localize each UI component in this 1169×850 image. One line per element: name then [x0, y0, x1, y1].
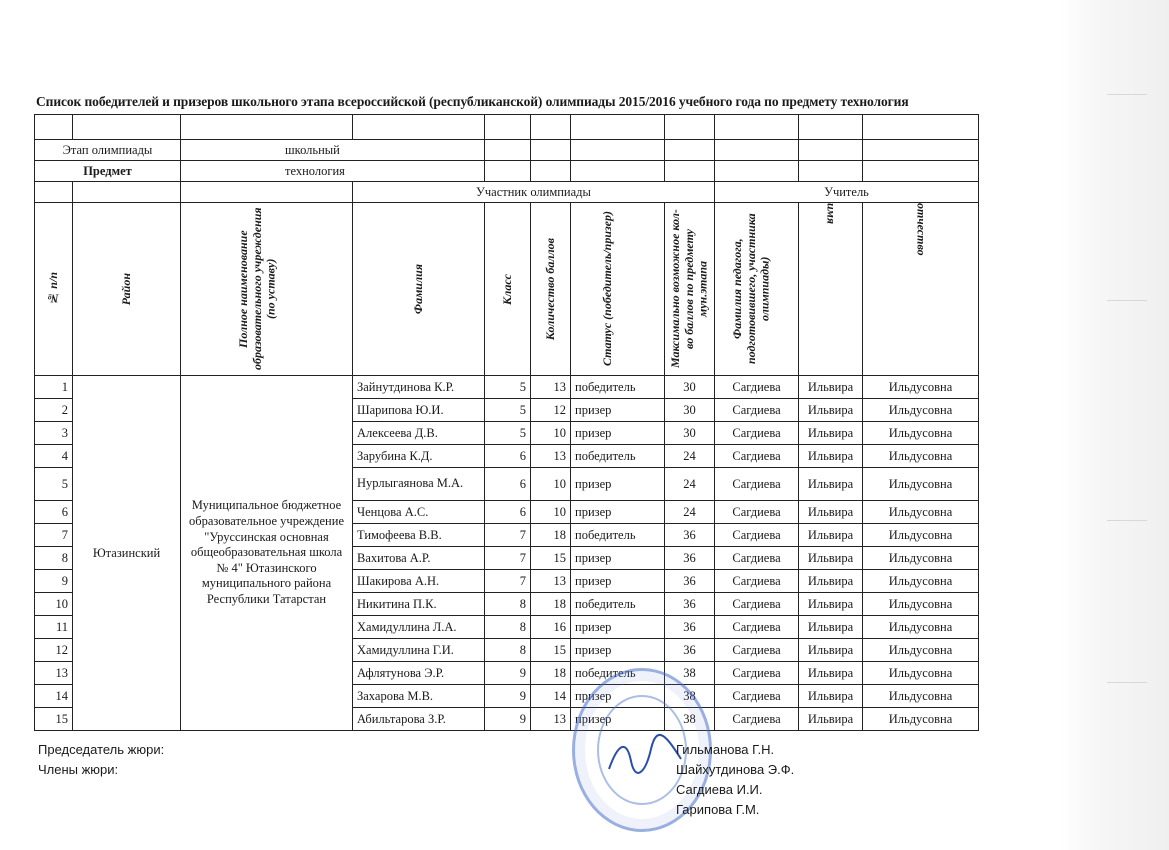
teacher-surname-cell: Сагдиева: [715, 708, 799, 731]
participant-surname: Зарубина К.Д.: [353, 445, 485, 468]
max-points-cell: 38: [665, 685, 715, 708]
teacher-group-header: Учитель: [715, 182, 979, 203]
chair-label: Председатель жюри:: [38, 742, 165, 757]
teacher-name-cell: Ильвира: [799, 593, 863, 616]
teacher-name-cell: Ильвира: [799, 639, 863, 662]
participant-surname: Абильтарова З.Р.: [353, 708, 485, 731]
teacher-surname-cell: Сагдиева: [715, 685, 799, 708]
row-number: 6: [35, 501, 73, 524]
status-cell: победитель: [571, 376, 665, 399]
teacher-patronymic-cell: Ильдусовна: [863, 399, 979, 422]
points-cell: 18: [531, 662, 571, 685]
points-cell: 10: [531, 468, 571, 501]
points-cell: 16: [531, 616, 571, 639]
teacher-patronymic-cell: Ильдусовна: [863, 685, 979, 708]
teacher-surname-cell: Сагдиева: [715, 399, 799, 422]
participant-surname: Шарипова Ю.И.: [353, 399, 485, 422]
max-points-cell: 36: [665, 547, 715, 570]
grade-cell: 7: [485, 547, 531, 570]
teacher-name-cell: Ильвира: [799, 708, 863, 731]
points-cell: 15: [531, 639, 571, 662]
teacher-name-cell: Ильвира: [799, 685, 863, 708]
participant-group-header: Участник олимпиады: [353, 182, 715, 203]
group-header-row: [35, 182, 979, 203]
grade-cell: 9: [485, 662, 531, 685]
grade-cell: 8: [485, 593, 531, 616]
grade-cell: 6: [485, 468, 531, 501]
teacher-name-cell: Ильвира: [799, 399, 863, 422]
points-cell: 12: [531, 399, 571, 422]
members-label: Члены жюри:: [38, 762, 119, 777]
teacher-patronymic-cell: Ильдусовна: [863, 708, 979, 731]
teacher-patronymic-cell: Ильдусовна: [863, 570, 979, 593]
row-number: 5: [35, 468, 73, 501]
subject-row: [35, 161, 979, 182]
participant-surname: Алексеева Д.В.: [353, 422, 485, 445]
header-teacher-surname: Фамилия педагога, подготовившего, участника олимпиады): [729, 213, 772, 365]
teacher-patronymic-cell: Ильдусовна: [863, 639, 979, 662]
max-points-cell: 36: [665, 524, 715, 547]
participant-surname: Нурлыгаянова М.А.: [353, 468, 485, 501]
participant-surname: Ченцова А.С.: [353, 501, 485, 524]
grade-cell: 9: [485, 708, 531, 731]
teacher-surname-cell: Сагдиева: [715, 639, 799, 662]
points-cell: 10: [531, 422, 571, 445]
school-cell: Муниципальное бюджетное образовательное учреждение "Уруссинская основная общеобразовательная школа № 4" Ютазинского муниципального района Республики Татарстан: [181, 376, 353, 731]
grade-cell: 7: [485, 524, 531, 547]
row-number: 4: [35, 445, 73, 468]
grade-cell: 7: [485, 570, 531, 593]
header-status: Статус (победитель/призер): [599, 211, 614, 367]
max-points-cell: 24: [665, 501, 715, 524]
row-number: 8: [35, 547, 73, 570]
status-cell: победитель: [571, 524, 665, 547]
participant-surname: Захарова М.В.: [353, 685, 485, 708]
scan-edge-margin: [1059, 0, 1169, 850]
teacher-patronymic-cell: Ильдусовна: [863, 468, 979, 501]
teacher-patronymic-cell: Ильдусовна: [863, 524, 979, 547]
grade-cell: 5: [485, 422, 531, 445]
max-points-cell: 30: [665, 376, 715, 399]
blank-row: [35, 115, 979, 140]
max-points-cell: 36: [665, 639, 715, 662]
teacher-surname-cell: Сагдиева: [715, 593, 799, 616]
points-cell: 13: [531, 376, 571, 399]
district-cell: Ютазинский: [73, 376, 181, 731]
row-number: 14: [35, 685, 73, 708]
status-cell: призер: [571, 422, 665, 445]
teacher-name-cell: Ильвира: [799, 468, 863, 501]
header-teacher-patronymic: отчество: [914, 203, 929, 256]
teacher-patronymic-cell: Ильдусовна: [863, 547, 979, 570]
points-cell: 10: [531, 501, 571, 524]
participant-surname: Зайнутдинова К.Р.: [353, 376, 485, 399]
stage-label: Этап олимпиады: [35, 140, 181, 161]
teacher-patronymic-cell: Ильдусовна: [863, 662, 979, 685]
grade-cell: 8: [485, 639, 531, 662]
teacher-name-cell: Ильвира: [799, 445, 863, 468]
teacher-surname-cell: Сагдиева: [715, 501, 799, 524]
row-number: 1: [35, 376, 73, 399]
document-title: Список победителей и призеров школьного этапа всероссийской (республиканской) олимпиады 2015/2016 учебного года по предмету технология: [36, 94, 909, 109]
teacher-surname-cell: Сагдиева: [715, 524, 799, 547]
subject-label: Предмет: [35, 161, 181, 182]
grade-cell: 5: [485, 376, 531, 399]
participant-surname: Никитина П.К.: [353, 593, 485, 616]
row-number: 3: [35, 422, 73, 445]
teacher-surname-cell: Сагдиева: [715, 547, 799, 570]
participant-surname: Тимофеева В.В.: [353, 524, 485, 547]
points-cell: 13: [531, 570, 571, 593]
status-cell: победитель: [571, 445, 665, 468]
max-points-cell: 36: [665, 593, 715, 616]
header-max: Максимально возможное кол-во баллов по предмету мун.этапа: [668, 209, 710, 369]
header-teacher-name: имя: [824, 203, 839, 225]
row-number: 9: [35, 570, 73, 593]
points-cell: 13: [531, 445, 571, 468]
teacher-name-cell: Ильвира: [799, 662, 863, 685]
max-points-cell: 24: [665, 445, 715, 468]
member-name: Гарипова Г.М.: [676, 802, 760, 817]
points-cell: 15: [531, 547, 571, 570]
status-cell: призер: [571, 399, 665, 422]
stage-row: [35, 140, 979, 161]
teacher-patronymic-cell: Ильдусовна: [863, 445, 979, 468]
teacher-patronymic-cell: Ильдусовна: [863, 422, 979, 445]
teacher-name-cell: Ильвира: [799, 547, 863, 570]
status-cell: призер: [571, 468, 665, 501]
participant-surname: Хамидуллина Л.А.: [353, 616, 485, 639]
max-points-cell: 36: [665, 570, 715, 593]
max-points-cell: 38: [665, 708, 715, 731]
teacher-surname-cell: Сагдиева: [715, 376, 799, 399]
status-cell: победитель: [571, 662, 665, 685]
participant-surname: Шакирова А.Н.: [353, 570, 485, 593]
grade-cell: 9: [485, 685, 531, 708]
row-number: 10: [35, 593, 73, 616]
grade-cell: 6: [485, 445, 531, 468]
teacher-name-cell: Ильвира: [799, 422, 863, 445]
grade-cell: 5: [485, 399, 531, 422]
teacher-surname-cell: Сагдиева: [715, 422, 799, 445]
max-points-cell: 30: [665, 399, 715, 422]
table-row: [35, 376, 979, 399]
stage-value: школьный: [181, 140, 485, 161]
participant-surname: Афлятунова Э.Р.: [353, 662, 485, 685]
row-number: 11: [35, 616, 73, 639]
signature-mark: [605, 731, 685, 781]
teacher-patronymic-cell: Ильдусовна: [863, 501, 979, 524]
grade-cell: 6: [485, 501, 531, 524]
grade-cell: 8: [485, 616, 531, 639]
points-cell: 18: [531, 593, 571, 616]
teacher-surname-cell: Сагдиева: [715, 445, 799, 468]
status-cell: призер: [571, 616, 665, 639]
header-surname: Фамилия: [410, 263, 425, 315]
max-points-cell: 30: [665, 422, 715, 445]
row-number: 15: [35, 708, 73, 731]
teacher-surname-cell: Сагдиева: [715, 662, 799, 685]
header-district: Район: [118, 272, 133, 306]
status-cell: призер: [571, 547, 665, 570]
header-num: № п/п: [45, 272, 60, 306]
teacher-patronymic-cell: Ильдусовна: [863, 593, 979, 616]
teacher-name-cell: Ильвира: [799, 616, 863, 639]
winners-table: [34, 114, 979, 731]
status-cell: призер: [571, 708, 665, 731]
points-cell: 13: [531, 708, 571, 731]
row-number: 7: [35, 524, 73, 547]
status-cell: призер: [571, 685, 665, 708]
teacher-patronymic-cell: Ильдусовна: [863, 376, 979, 399]
header-points: Количество баллов: [542, 237, 557, 341]
max-points-cell: 38: [665, 662, 715, 685]
status-cell: призер: [571, 501, 665, 524]
subject-value: технология: [181, 161, 485, 182]
chair-name: Гильманова Г.Н.: [676, 742, 775, 757]
row-number: 12: [35, 639, 73, 662]
teacher-patronymic-cell: Ильдусовна: [863, 616, 979, 639]
points-cell: 14: [531, 685, 571, 708]
header-grade: Класс: [499, 273, 514, 305]
table-body: [35, 376, 979, 731]
points-cell: 18: [531, 524, 571, 547]
teacher-surname-cell: Сагдиева: [715, 616, 799, 639]
header-school: Полное наименование образовательного учреждения (по уставу): [235, 207, 278, 371]
status-cell: победитель: [571, 593, 665, 616]
participant-surname: Хамидуллина Г.И.: [353, 639, 485, 662]
member-name: Сагдиева И.И.: [676, 782, 763, 797]
teacher-surname-cell: Сагдиева: [715, 468, 799, 501]
max-points-cell: 24: [665, 468, 715, 501]
row-number: 13: [35, 662, 73, 685]
column-header-row: [35, 203, 979, 376]
participant-surname: Вахитова А.Р.: [353, 547, 485, 570]
teacher-surname-cell: Сагдиева: [715, 570, 799, 593]
status-cell: призер: [571, 570, 665, 593]
row-number: 2: [35, 399, 73, 422]
member-name: Шайхутдинова Э.Ф.: [676, 762, 795, 777]
max-points-cell: 36: [665, 616, 715, 639]
teacher-name-cell: Ильвира: [799, 524, 863, 547]
teacher-name-cell: Ильвира: [799, 570, 863, 593]
status-cell: призер: [571, 639, 665, 662]
teacher-name-cell: Ильвира: [799, 376, 863, 399]
teacher-name-cell: Ильвира: [799, 501, 863, 524]
